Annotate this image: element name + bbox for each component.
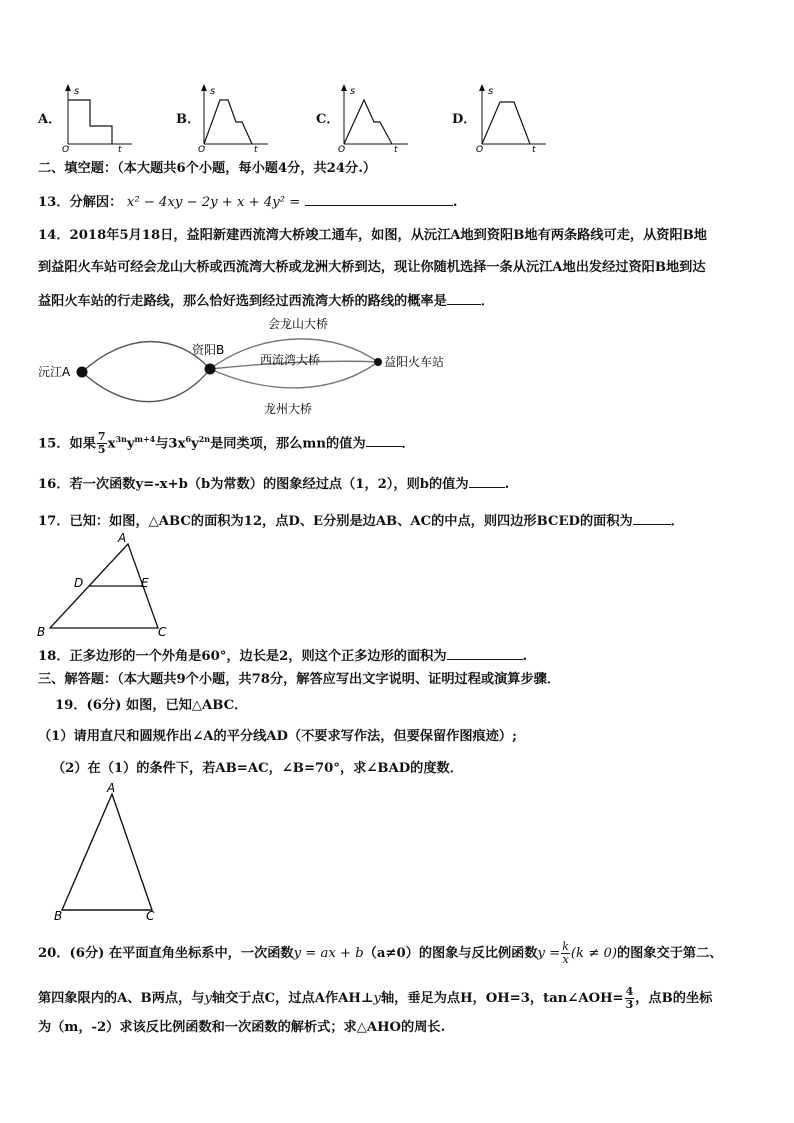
svg-text:C: C <box>146 909 155 923</box>
svg-text:E: E <box>141 576 149 590</box>
svg-text:O: O <box>198 145 206 154</box>
svg-text:O: O <box>338 145 346 154</box>
section-3-heading: 三、解答题：（本大题共9个小题，共78分，解答应写出文字说明、证明过程或演算步骤． <box>38 672 561 687</box>
option-a-label: A． <box>38 112 62 127</box>
q13-expression: x² − 4xy − 2y + x + 4y² = <box>126 195 301 210</box>
label-yuanjiang: 沅江A <box>38 365 71 379</box>
question-14-line-2: 到益阳火车站可经会龙山大桥或西流湾大桥或龙洲大桥到达，现让你随机选择一条从沅江A地出发经过资阳B地到达 <box>38 260 706 275</box>
route-diagram <box>36 312 456 420</box>
svg-text:s: s <box>350 86 356 97</box>
label-station: 益阳火车站 <box>384 355 445 369</box>
q13-answer-blank <box>305 191 453 206</box>
question-14-line-3: 益阳火车站的行走路线，那么恰好选到经过西流湾大桥的路线的概率是 ． <box>38 290 494 311</box>
option-b-label: B． <box>176 112 200 127</box>
question-16: 16．若一次函数y=-x+b（b为常数）的图象经过点（1，2），则b的值为 . <box>38 473 509 494</box>
point-station <box>374 358 382 366</box>
svg-text:C: C <box>158 625 167 639</box>
question-20-line-3: 为（m，-2）求该反比例函数和一次函数的解析式；求△AHO的周长. <box>38 1020 446 1035</box>
option-a-graph <box>60 82 140 154</box>
svg-text:t: t <box>532 145 536 154</box>
q14-answer-blank <box>447 290 481 305</box>
q15-answer-blank <box>366 432 402 447</box>
svg-text:s: s <box>210 86 216 97</box>
option-d-graph <box>474 82 554 154</box>
q20-four-thirds: $\frac{4}{3}$ <box>625 985 634 1011</box>
triangle-abc-q19 <box>52 780 162 928</box>
section-2-heading: 二、填空题：（本大题共6个小题，每小题4分，共24分.） <box>38 161 377 176</box>
label-longzhou: 龙州大桥 <box>264 402 313 416</box>
question-20-line-1: 20．(6分) 在平面直角坐标系中，一次函数y = ax + b（a≠0）的图象与反比例函数y = $\frac{k}{x}$ (k ≠ 0)的图象交于第二、 <box>38 940 723 966</box>
svg-text:t: t <box>254 145 258 154</box>
point-ziyang <box>205 364 216 375</box>
label-xiliuwan: 西流湾大桥 <box>260 353 321 367</box>
svg-text:D: D <box>74 576 84 590</box>
svg-text:A: A <box>107 781 116 795</box>
svg-text:s: s <box>488 86 494 97</box>
triangle-abc-q17 <box>34 530 184 640</box>
question-19-head: 19．(6分) 如图，已知△ABC． <box>55 698 248 713</box>
svg-text:A: A <box>118 531 127 545</box>
axis-s-label: s <box>74 86 80 97</box>
option-c-label: C． <box>316 112 340 127</box>
q17-answer-blank <box>633 510 671 525</box>
option-d-label: D． <box>452 112 477 127</box>
option-c-graph <box>336 82 416 154</box>
question-17: 17．已知：如图，△ABC的面积为12，点D、E分别是边AB、AC的中点，则四边形BCED的面积为 ． <box>38 510 684 531</box>
svg-text:B: B <box>54 909 63 923</box>
axis-t-label: t <box>118 145 122 154</box>
svg-text:O: O <box>476 145 484 154</box>
question-14-line-1: 14．2018年5月18日，益阳新建西流湾大桥竣工通车，如图，从沅江A地到资阳B地有两条路线可走，从资阳B地 <box>38 228 707 243</box>
label-huilong: 会龙山大桥 <box>268 317 329 331</box>
question-13: 13．分解因： x² − 4xy − 2y + x + 4y² = . <box>38 191 457 212</box>
question-18: 18．正多边形的一个外角是60°，边长是2，则这个正多边形的面积为 . <box>38 645 527 666</box>
question-20-line-2: 第四象限内的A、B两点，与y轴交于点C，过点A作AH⊥y轴，垂足为点H，OH=3，tan∠AOH= $\frac{4}{3}$ ，点B的坐标 <box>38 985 713 1011</box>
question-15: 15．如果 $\frac{7}{5}$ $x^{3n}y^{m+4}$与$3x^6y^{2n}$是同类项，那么mn的值为 ． <box>38 430 415 457</box>
svg-text:t: t <box>394 145 398 154</box>
question-19-part-1: （1）请用直尺和圆规作出∠A的平分线AD（不要求写作法，但要保留作图痕迹）; <box>38 729 517 744</box>
svg-text:B: B <box>37 625 46 639</box>
q20-k-over-x: $\frac{k}{x}$ <box>562 940 569 966</box>
origin-label: O <box>62 145 70 154</box>
q18-answer-blank <box>447 645 523 660</box>
label-ziyang: 资阳B <box>192 343 225 357</box>
q15-fraction: $\frac{7}{5}$ <box>97 430 106 457</box>
q16-answer-blank <box>469 473 505 488</box>
question-19-part-2: （2）在（1）的条件下，若AB=AC，∠B=70°，求∠BAD的度数． <box>52 761 463 776</box>
option-b-graph <box>196 82 276 154</box>
point-yuanjiang <box>77 367 88 378</box>
